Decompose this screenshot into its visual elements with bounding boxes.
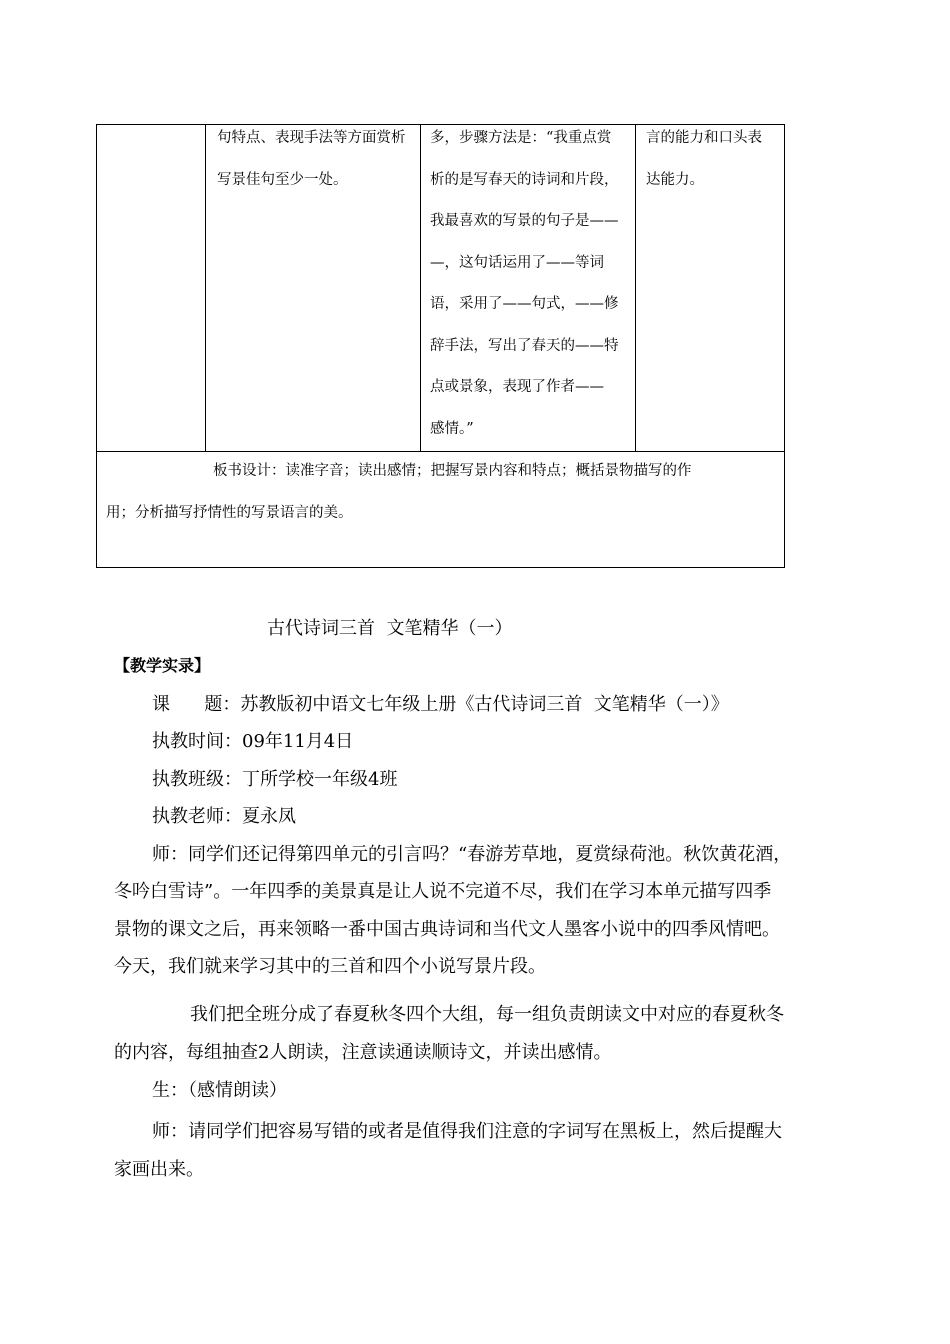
lesson-time: 执教时间：09年11月4日	[152, 731, 354, 752]
cell-line: 言的能力和口头表	[646, 130, 762, 146]
paragraph-line: 生：（感情朗读）	[152, 1080, 287, 1101]
cell-line: 多，步骤方法是：“我重点赏	[430, 130, 612, 146]
board-design-cell	[97, 451, 784, 534]
paragraph-line: 我们把全班分成了春夏秋冬四个大组，每一组负责朗读文中对应的春夏秋冬	[190, 1004, 784, 1025]
paragraph-line: 今天，我们就来学习其中的三首和四个小说写景片段。	[114, 956, 546, 977]
cell-line: 辞手法，写出了春天的——特	[430, 337, 619, 354]
table-cell-method	[430, 118, 619, 450]
lesson-topic: 课 题：苏教版初中语文七年级上册《古代诗词三首 文笔精华（一）》	[152, 694, 729, 715]
cell-line: 我最喜欢的写景的句子是——	[430, 213, 619, 229]
table-cell-task	[217, 118, 406, 201]
paragraph-line: 的内容，每组抽查2人朗读，注意读通读顺诗文，并读出感情。	[114, 1042, 612, 1063]
cell-line: —，这句话运用了——等词	[430, 254, 604, 271]
board-line: 板书设计：读准字音；读出感情；把握写景内容和特点；概括景物描写的作	[213, 463, 692, 479]
table-cell-goal	[646, 118, 762, 201]
lesson-plan-table	[96, 124, 785, 568]
cell-line: 句特点、表现手法等方面赏析	[217, 130, 406, 146]
table-divider	[420, 125, 421, 451]
paragraph-line: 家画出来。	[114, 1159, 204, 1180]
cell-line: 写景佳句至少一处。	[217, 171, 348, 188]
paragraph-line: 冬吟白雪诗”。一年四季的美景真是让人说不完道不尽，我们在学习本单元描写四季	[114, 881, 772, 902]
table-divider	[635, 125, 636, 451]
paragraph-line: 师：请同学们把容易写错的或者是值得我们注意的字词写在黑板上，然后提醒大	[152, 1121, 782, 1142]
table-divider	[205, 125, 206, 451]
paragraph-line: 景物的课文之后，再来领略一番中国古典诗词和当代文人墨客小说中的四季风情吧。	[114, 919, 780, 940]
document-title: 古代诗词三首 文笔精华（一）	[267, 618, 513, 639]
paragraph-line: 师：同学们还记得第四单元的引言吗？“春游芳草地，夏赏绿荷池。秋饮黄花酒，	[152, 844, 792, 865]
cell-line: 点或景象，表现了作者——	[430, 379, 604, 395]
cell-line: 析的是写春天的诗词和片段，	[430, 171, 619, 188]
cell-line: 语，采用了——句式，——修	[430, 296, 619, 312]
lesson-class: 执教班级：丁所学校一年级4班	[152, 769, 398, 790]
section-heading: 【教学实录】	[114, 656, 211, 675]
lesson-teacher: 执教老师：夏永凤	[152, 806, 296, 827]
cell-line: 感情。”	[430, 420, 474, 437]
cell-line: 达能力。	[646, 171, 704, 188]
board-line: 用；分析描写抒情性的写景语言的美。	[106, 504, 353, 521]
